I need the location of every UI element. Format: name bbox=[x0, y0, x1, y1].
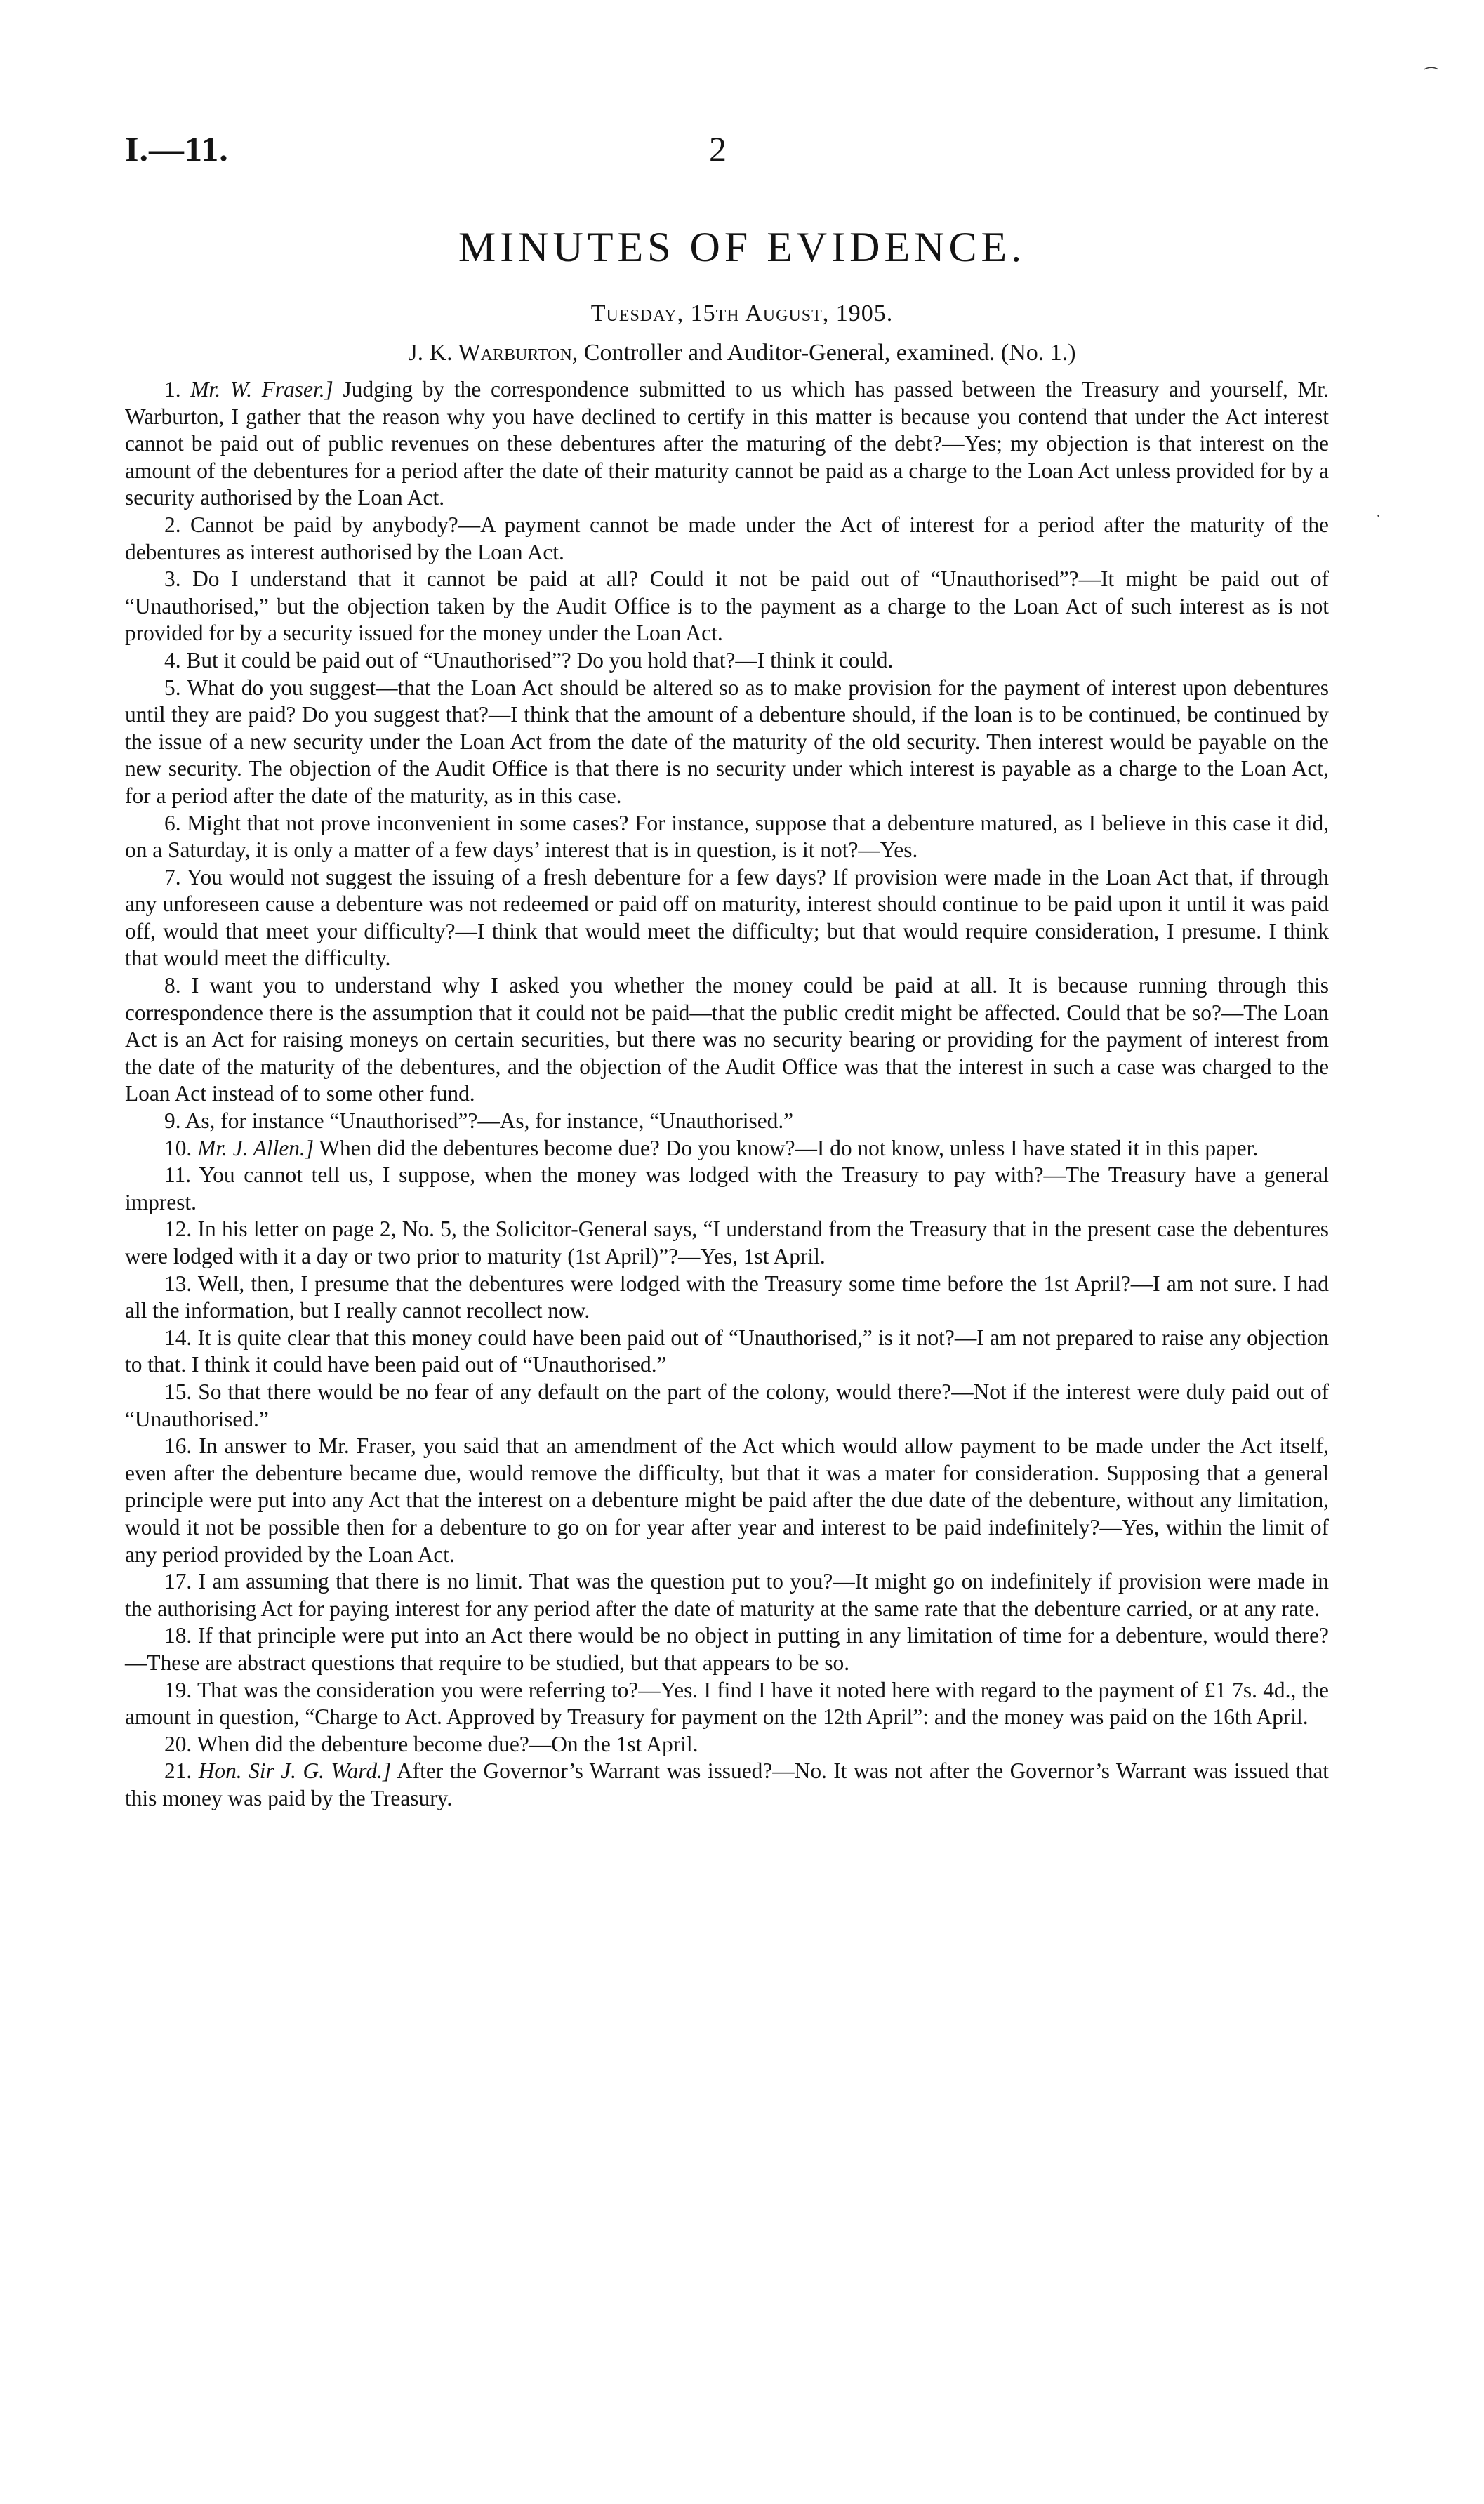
witness-description: Controller and Auditor-General, examined. bbox=[583, 340, 995, 366]
speaker-name: Hon. Sir J. G. Ward.] bbox=[198, 1758, 392, 1784]
question-text: You would not suggest the issuing of a fresh debenture for a few days? If provision were made in the Loan Act that, if through any unforeseen cause a debenture was not redeemed or paid off on maturity, interest should continue to be paid upon it until it was paid off, would that meet your difficulty?—I think that would meet the difficulty; but that would require consideration, I presume. I think that would meet the difficulty. bbox=[125, 864, 1330, 971]
question-number: 7. bbox=[164, 864, 181, 889]
question-text: Well, then, I presume that the debentures were lodged with the Treasury some time before the 1st April?—I am not sure. I had all the information, but I really cannot recollect now. bbox=[125, 1271, 1329, 1323]
question-text: But it could be paid out of “Unauthorised”? Do you hold that?—I think it could. bbox=[186, 647, 894, 673]
question-text: Might that not prove inconvenient in some cases? For instance, suppose that a debenture matured, as I believe in this case it did, on a Saturday, it is only a matter of a few days’ interest that is in question, is it not?—Yes. bbox=[125, 810, 1329, 863]
question-number: 15. bbox=[164, 1379, 192, 1404]
question-number: 19. bbox=[164, 1677, 192, 1702]
question-paragraph bbox=[125, 864, 1329, 972]
question-paragraph bbox=[125, 1379, 1329, 1433]
question-text: As, for instance “Unauthorised”?—As, for instance, “Unauthorised.” bbox=[185, 1108, 794, 1134]
question-paragraph bbox=[125, 1433, 1329, 1568]
question-number: 1. bbox=[164, 377, 181, 402]
question-text: Judging by the correspondence submitted to us which has passed between the Treasury and yourself, Mr. Warburton, I gather that the reason why you have declined to certify in this matter is because you contend that under the Act interest cannot be paid out of public revenues on these debentures after the maturing of the debt?—Yes; my objection is that interest on the amount of the debentures for a period after the date of their maturity cannot be paid as a charge to the Loan Act unless provided for by a security authorised by the Loan Act. bbox=[125, 377, 1329, 510]
question-number: 10. bbox=[164, 1135, 192, 1160]
speaker-name: Mr. J. Allen.] bbox=[197, 1135, 314, 1160]
question-number: 18. bbox=[164, 1623, 192, 1648]
question-text: That was the consideration you were referring to?—Yes. I find I have it noted here with regard to the payment of £1 7s. 4d., the amount in question, “Charge to Act. Approved by Treasury for payment on the 12th April”: and the money was paid on the 16th April. bbox=[125, 1677, 1329, 1730]
question-paragraph bbox=[125, 647, 1329, 675]
question-number: 9. bbox=[164, 1108, 181, 1134]
page-number: 2 bbox=[709, 129, 727, 168]
page-title: MINUTES OF EVIDENCE. bbox=[458, 224, 1026, 270]
question-text: When did the debentures become due? Do you know?—I do not know, unless I have stated it in this paper. bbox=[319, 1135, 1259, 1160]
question-text: It is quite clear that this money could have been paid out of “Unauthorised,” is it not?—I am not prepared to raise any objection to that. I think it could have been paid out of “Unauthorised.” bbox=[125, 1325, 1329, 1377]
evidence-body bbox=[125, 376, 1329, 1812]
question-paragraph bbox=[125, 1325, 1329, 1379]
question-number: 4. bbox=[164, 647, 181, 673]
question-paragraph bbox=[125, 1677, 1329, 1731]
question-paragraph bbox=[125, 566, 1329, 647]
question-text: I am assuming that there is no limit. That was the question put to you?—It might go on indefinitely if provision were made in the authorising Act for paying interest for any period after the date of maturity at the same rate that the debenture carried, or at any rate. bbox=[125, 1569, 1329, 1621]
scan-speck: ⁀ bbox=[1425, 67, 1438, 85]
question-text: What do you suggest—that the Loan Act should be altered so as to make provision for the payment of interest upon debentures until they are paid? Do you suggest that?—I think that the amount of a debenture should, if the loan is to be continued, be continued by the issue of a new security under the Loan Act from the date of the maturity of the old security. Then interest would be payable on the new security. The objection of the Audit Office is that there is no security under which interest is payable as a charge to the Loan Act, for a period after the date of the maturity, as in this case. bbox=[125, 675, 1329, 808]
question-paragraph bbox=[125, 1162, 1329, 1216]
question-paragraph bbox=[125, 1758, 1329, 1812]
question-number: 14. bbox=[164, 1325, 192, 1350]
parliamentary-paper-reference: I.—11. bbox=[125, 129, 229, 168]
question-paragraph bbox=[125, 1135, 1329, 1162]
question-paragraph bbox=[125, 1216, 1329, 1270]
question-text: In answer to Mr. Fraser, you said that an amendment of the Act which would allow payment to be made under the Act itself, even after the debenture became due, would remove the difficulty, but that it was a mater for consideration. Supposing that a general principle were put into any Act that the interest on a debenture might be paid after the due date of the debenture, without any limitation, would it not be possible then for a debenture to go on for year after year and interest to be paid indefinitely?—Yes, within the limit of any period provided by the Loan Act. bbox=[125, 1433, 1329, 1567]
question-text: I want you to understand why I asked you whether the money could be paid at all. It is because running through this correspondence there is the assumption that it could not be paid—that the public credit might be affected. Could that be so?—The Loan Act is an Act for raising moneys on certain securities, but there was no security bearing or providing for the payment of interest from the date of the maturity of the debentures, and the objection of the Audit Office was that the interest in such a case was charged to the Loan Act instead of to some other fund. bbox=[125, 973, 1329, 1106]
question-number: 11. bbox=[164, 1162, 192, 1188]
question-number: 8. bbox=[164, 973, 181, 998]
question-number: 2. bbox=[164, 512, 181, 537]
question-paragraph bbox=[125, 1622, 1329, 1676]
question-text: You cannot tell us, I suppose, when the money was lodged with the Treasury to pay with?—The Treasury have a general imprest. bbox=[125, 1162, 1329, 1214]
question-number: 12. bbox=[164, 1217, 192, 1242]
question-paragraph bbox=[125, 1271, 1329, 1325]
witness-heading bbox=[0, 340, 1484, 366]
speaker-name: Mr. W. Fraser.] bbox=[190, 377, 333, 402]
question-paragraph bbox=[125, 512, 1329, 566]
scan-speck: · bbox=[1376, 507, 1382, 524]
question-number: 3. bbox=[164, 567, 181, 592]
question-number: 13. bbox=[164, 1271, 192, 1296]
question-number: 16. bbox=[164, 1433, 192, 1459]
question-number: 17. bbox=[164, 1569, 192, 1594]
question-number: 20. bbox=[164, 1731, 192, 1756]
question-number: 21. bbox=[164, 1758, 192, 1784]
question-text: In his letter on page 2, No. 5, the Solicitor-General says, “I understand from the Treasury that in the present case the debentures were lodged with it a day or two prior to maturity (1st April)”?—Yes, 1st April. bbox=[125, 1217, 1329, 1268]
question-text: Cannot be paid by anybody?—A payment cannot be made under the Act of interest for a period after the maturity of the debentures as interest authorised by the Loan Act. bbox=[125, 512, 1329, 564]
question-number: 5. bbox=[164, 675, 181, 700]
question-text: When did the debenture become due?—On the 1st April. bbox=[197, 1731, 698, 1756]
question-text: If that principle were put into an Act there would be no object in putting in any limitation of time for a debenture, would there?—These are abstract questions that require to be studied, but that appears to be so. bbox=[125, 1623, 1329, 1675]
question-paragraph bbox=[125, 972, 1329, 1108]
witness-number: (No. 1.) bbox=[1000, 340, 1076, 366]
question-number: 6. bbox=[164, 810, 181, 835]
question-paragraph bbox=[125, 810, 1329, 864]
question-paragraph bbox=[125, 1568, 1329, 1622]
question-paragraph bbox=[125, 675, 1329, 810]
question-paragraph bbox=[125, 1108, 1329, 1135]
session-date: Tuesday, 15th August, 1905. bbox=[590, 300, 894, 326]
question-text: Do I understand that it cannot be paid at all? Could it not be paid out of “Unauthorised”?—It might be paid out of “Unauthorised,” but the objection taken by the Audit Office is to the payment as a charge to the Loan Act of such interest as is not provided for by a security issued for the money under the Loan Act. bbox=[125, 567, 1329, 646]
question-text: After the Governor’s Warrant was issued?—No. It was not after the Governor’s Warrant was issued that this money was paid by the Treasury. bbox=[125, 1758, 1330, 1810]
witness-name: J. K. Warburton, bbox=[408, 340, 578, 366]
question-paragraph bbox=[125, 1731, 1329, 1758]
question-paragraph bbox=[125, 376, 1329, 512]
question-text: So that there would be no fear of any default on the part of the colony, would there?—Not if the interest were duly paid out of “Unauthorised.” bbox=[125, 1379, 1329, 1431]
